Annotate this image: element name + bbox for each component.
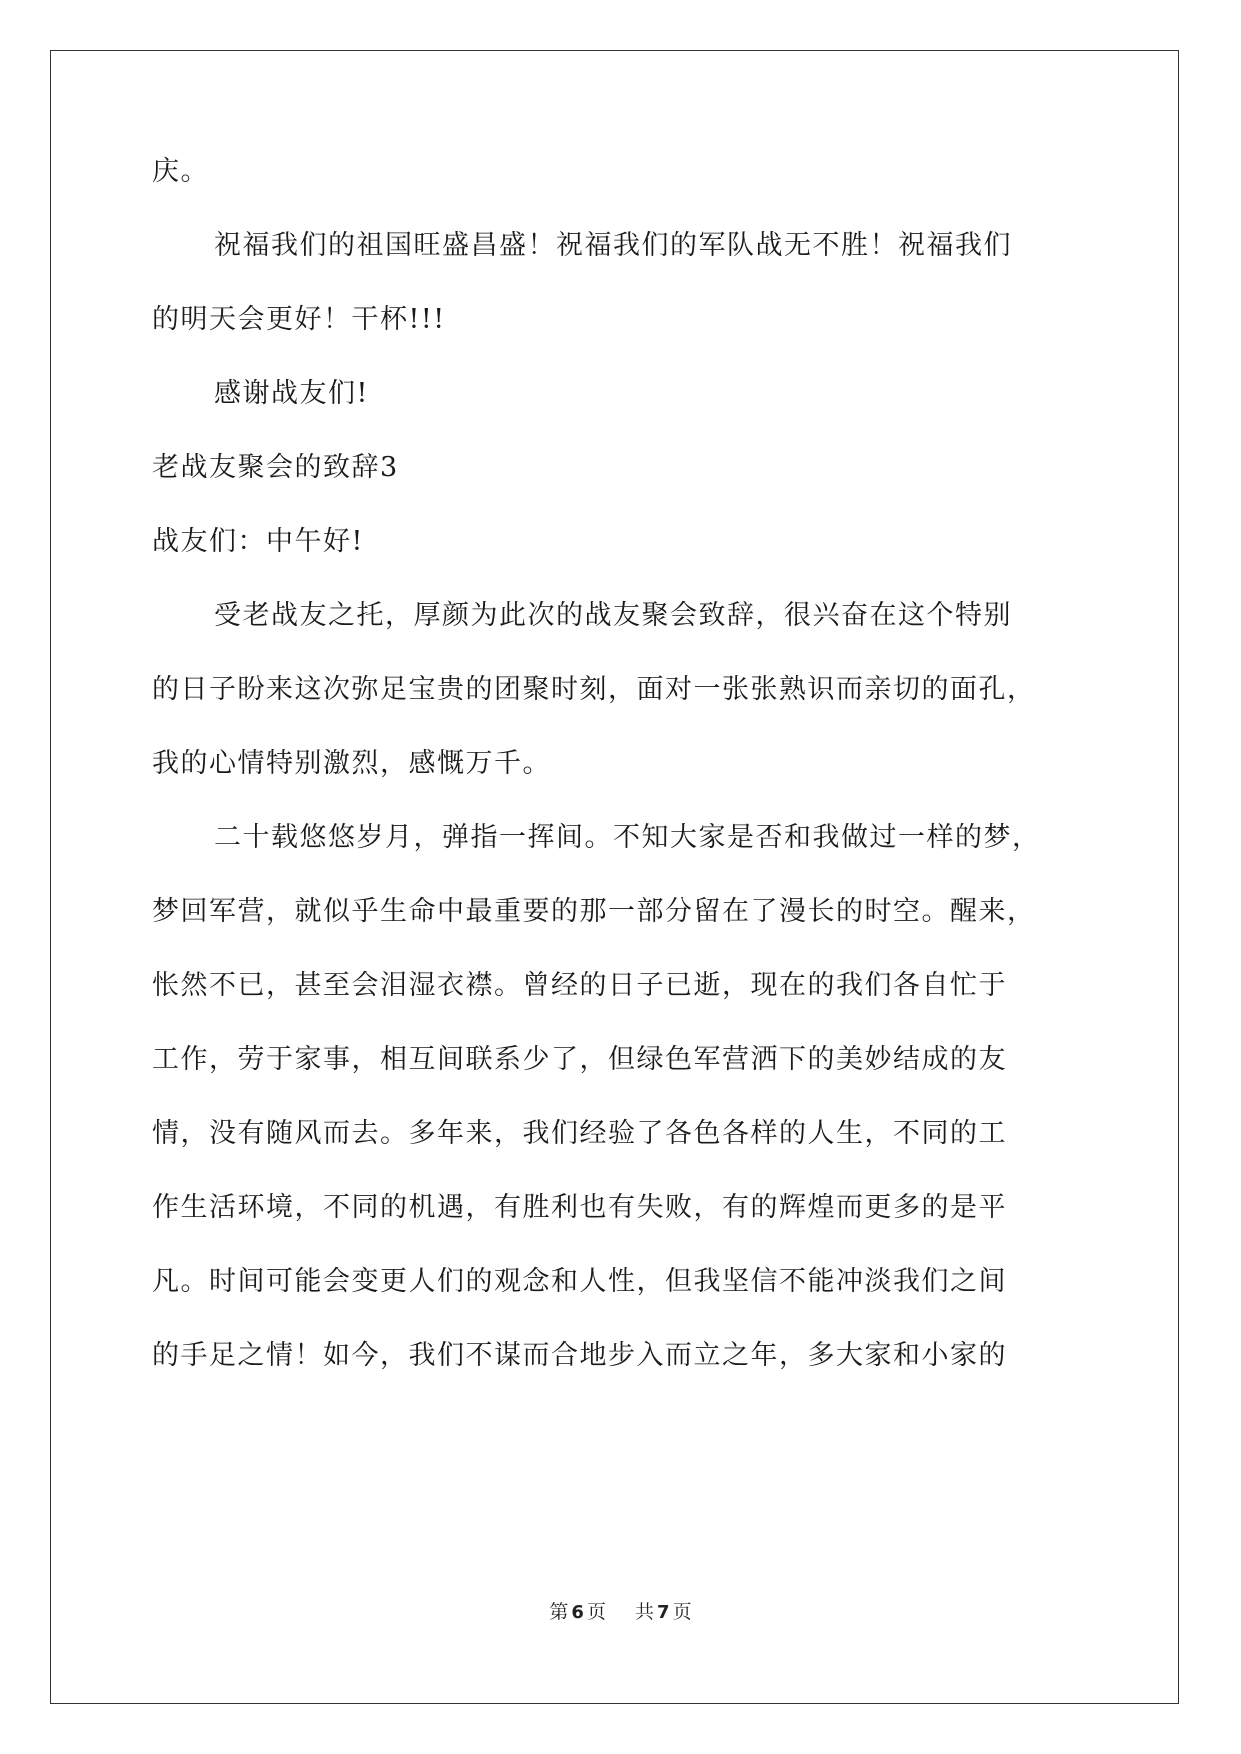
- text-line: 的日子盼来这次弥足宝贵的团聚时刻，面对一张张熟识而亲切的面孔，: [152, 674, 1036, 705]
- text-line: 工作，劳于家事，相互间联系少了，但绿色军营洒下的美妙结成的友: [152, 1044, 1007, 1075]
- greeting: 战友们：中午好!: [152, 526, 364, 557]
- text-line: 庆。: [152, 156, 209, 187]
- text-line: 祝福我们的祖国旺盛昌盛！祝福我们的军队战无不胜！祝福我们: [214, 230, 1012, 261]
- section-heading: 老战友聚会的致辞3: [152, 452, 399, 483]
- text-line: 的明天会更好！干杯!!!: [152, 304, 446, 335]
- page-border: [50, 50, 1179, 1704]
- text-line: 作生活环境，不同的机遇，有胜利也有失败，有的辉煌而更多的是平: [152, 1192, 1007, 1223]
- text-line: 情，没有随风而去。多年来，我们经验了各色各样的人生，不同的工: [152, 1118, 1007, 1149]
- text-line: 我的心情特别激烈，感慨万千。: [152, 748, 551, 779]
- text-line: 感谢战友们!: [214, 378, 369, 409]
- text-line: 梦回军营，就似乎生命中最重要的那一部分留在了漫长的时空。醒来，: [152, 896, 1036, 927]
- page-footer: [0, 1599, 1241, 1626]
- text-line: 怅然不已，甚至会泪湿衣襟。曾经的日子已逝，现在的我们各自忙于: [152, 970, 1007, 1001]
- page-total: 共 7 页: [635, 1601, 692, 1623]
- text-line: 二十载悠悠岁月，弹指一挥间。不知大家是否和我做过一样的梦，: [214, 822, 1041, 853]
- text-line: 凡。时间可能会变更人们的观念和人性，但我坚信不能冲淡我们之间: [152, 1266, 1007, 1297]
- text-line: 受老战友之托，厚颜为此次的战友聚会致辞，很兴奋在这个特别: [214, 600, 1012, 631]
- text-line: 的手足之情！如今，我们不谋而合地步入而立之年，多大家和小家的: [152, 1340, 1007, 1371]
- page-number: 第 6 页: [549, 1601, 606, 1623]
